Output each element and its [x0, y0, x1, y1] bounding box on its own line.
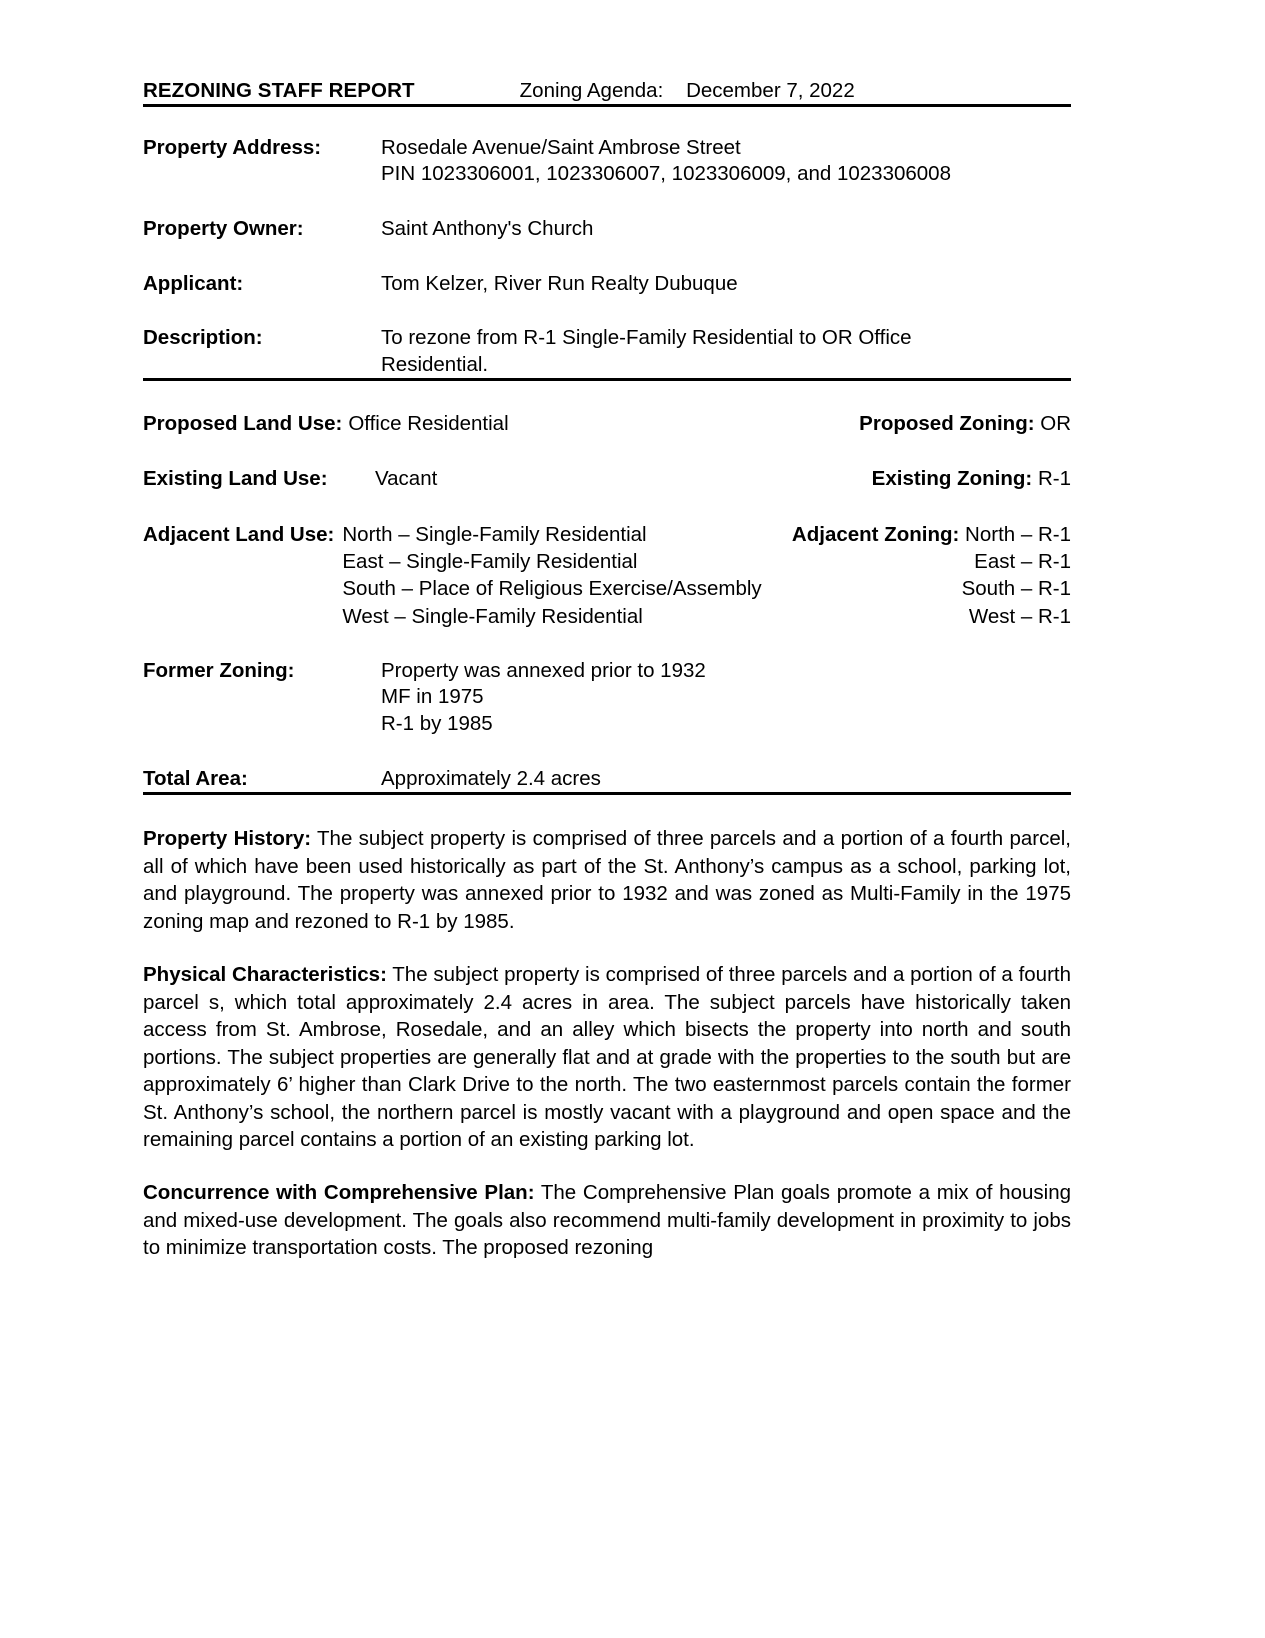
row-existing: [143, 466, 1071, 493]
label-colon: :: [320, 467, 328, 491]
field-label-colon: :: [255, 326, 263, 350]
adjacent-zoning-label: [792, 523, 959, 546]
document-header: [143, 78, 1071, 104]
field-value-line: Approximately 2.4 acres: [381, 766, 601, 790]
existing-zoning: [872, 466, 1071, 493]
field-label-colon: :: [236, 271, 244, 295]
field-value-line: Residential.: [381, 352, 489, 376]
summary-fields: [143, 135, 1071, 379]
zoning-divider: [143, 792, 1071, 795]
summary-divider: [143, 378, 1071, 381]
field-label: [143, 135, 381, 162]
label-colon: :: [1027, 412, 1035, 436]
paragraph-body: The subject property is comprised of three parcels and a portion of a fourth parcel, all of which have been used historically as part of the St. Anthony’s campus as a school, parking lot, and playground. The property was annexed prior to 1932 and was zoned as Multi-Family in the 1975 zoning map and rezoned to R-1 by 1985.: [143, 827, 1071, 933]
field-label-colon: :: [296, 216, 304, 240]
adjacent-land-use-list: [342, 521, 761, 630]
field-applicant: [143, 271, 1071, 298]
field-value: [381, 325, 1071, 378]
field-value-line: PIN 1023306001, 1023306007, 1023306009, and 1023306008: [381, 162, 951, 186]
field-label: [143, 325, 381, 352]
proposed-land-use-value: Office Residential: [348, 412, 509, 436]
field-label-text: Description: [143, 326, 256, 350]
label-colon: :: [952, 522, 960, 546]
adjacent-land-use-item: South – Place of Religious Exercise/Assembly: [342, 577, 762, 601]
field-label: [143, 216, 381, 243]
proposed-zoning-value: OR: [1040, 412, 1071, 436]
row-adjacent: [143, 521, 1071, 630]
existing-land-use-label: [143, 466, 375, 493]
paragraph-lead-text: Property History: [143, 827, 305, 851]
header-divider: [143, 104, 1071, 107]
label-text: Existing Land Use: [143, 467, 321, 491]
paragraph-lead-colon: :: [380, 963, 387, 987]
adjacent-zoning-item: West – R-1: [968, 604, 1071, 628]
field-label-colon: :: [287, 658, 295, 682]
label-colon: :: [327, 522, 335, 546]
field-label-colon: :: [240, 766, 248, 790]
zoning-agenda-date: December 7, 2022: [686, 79, 855, 102]
field-former-zoning: [143, 658, 1071, 738]
adjacent-land-use-item: North – Single-Family Residential: [342, 522, 647, 546]
field-value: [381, 271, 1071, 298]
field-value-line: Property was annexed prior to 1932: [381, 658, 706, 682]
field-label-text: Applicant: [143, 271, 237, 295]
field-label-colon: :: [314, 135, 322, 159]
proposed-land-use-label: [143, 411, 342, 438]
adjacent-zoning: [792, 521, 1071, 630]
paragraph-comprehensive-plan: [143, 1179, 1071, 1261]
paragraph-lead-colon: :: [304, 827, 312, 851]
zoning-agenda: [520, 78, 855, 104]
field-value: [381, 766, 1071, 793]
adjacent-land-use-item: West – Single-Family Residential: [342, 604, 643, 628]
field-label: [143, 271, 381, 298]
label-text: Adjacent Zoning: [791, 522, 953, 546]
field-label: [143, 766, 381, 793]
paragraph-lead: [143, 827, 311, 850]
adjacent-zoning-item: North – R-1: [965, 522, 1071, 546]
field-description: [143, 325, 1071, 378]
adjacent-zoning-first-line: [792, 521, 1071, 548]
proposed-zoning-label: [859, 412, 1034, 435]
field-value-line: To rezone from R-1 Single-Family Residential to OR Office: [381, 326, 912, 350]
field-label-text: Total Area: [143, 766, 241, 790]
field-label-text: Property Address: [143, 135, 315, 159]
label-text: Existing Zoning: [871, 467, 1026, 491]
paragraph-body: The subject property is comprised of three parcels and a portion of a fourth parcel s, which total approximately 2.4 acres in area. The subject parcels have historically taken access from St. Ambrose, Rosedale, and an alley which bisects the property into north and south portions. The subject properties are generally flat and at grade with the properties to the south but are approximately 6’ higher than Clark Drive to the north. The two easternmost parcels contain the former St. Anthony’s school, the northern parcel is mostly vacant with a playground and open space and the remaining parcel contains a portion of an existing parking lot.: [143, 963, 1071, 1151]
field-value-line: MF in 1975: [381, 685, 484, 709]
field-value: [381, 658, 1071, 738]
paragraph-property-history: [143, 825, 1071, 935]
existing-zoning-label: [872, 467, 1033, 490]
zoning-block: [143, 411, 1071, 792]
label-text: Adjacent Land Use: [143, 522, 328, 546]
paragraph-lead: [143, 963, 387, 986]
adjacent-land-use: [143, 521, 762, 630]
document-content: [143, 78, 1071, 1262]
narrative-section: [143, 825, 1071, 1262]
adjacent-land-use-label: [143, 521, 334, 548]
field-value: [381, 135, 1071, 188]
adjacent-zoning-item: East – R-1: [974, 550, 1071, 573]
field-property-address: [143, 135, 1071, 188]
field-value-line: Tom Kelzer, River Run Realty Dubuque: [381, 271, 738, 295]
field-value-line: R-1 by 1985: [381, 712, 493, 736]
label-colon: :: [335, 412, 343, 436]
field-value: [381, 216, 1071, 243]
paragraph-body: The Comprehensive Plan goals promote a mix of housing and mixed-use development. The goals also recommend multi-family development in proximity to jobs to minimize transportation costs. The proposed rezoning: [143, 1181, 1071, 1260]
label-text: Proposed Zoning: [859, 412, 1028, 436]
paragraph-lead-text: Concurrence with Comprehensive Plan:: [143, 1181, 535, 1205]
label-colon: :: [1025, 467, 1033, 491]
proposed-land-use: [143, 411, 509, 438]
paragraph-physical-characteristics: [143, 961, 1071, 1153]
field-label: [143, 658, 381, 685]
field-total-area: [143, 766, 1071, 793]
field-label-text: Property Owner: [143, 216, 297, 240]
field-label-text: Former Zoning: [143, 658, 288, 682]
adjacent-zoning-item: South – R-1: [961, 577, 1071, 601]
existing-land-use: [143, 466, 437, 493]
proposed-zoning: [859, 411, 1071, 438]
field-property-owner: [143, 216, 1071, 243]
field-value-line: Rosedale Avenue/Saint Ambrose Street: [381, 135, 741, 159]
paragraph-lead-text: Physical Characteristics: [143, 963, 381, 987]
label-text: Proposed Land Use: [143, 412, 336, 436]
row-proposed: [143, 411, 1071, 438]
field-value-line: Saint Anthony's Church: [381, 216, 594, 240]
existing-zoning-value: R-1: [1037, 467, 1071, 491]
adjacent-land-use-item: East – Single-Family Residential: [342, 550, 638, 573]
zoning-agenda-label: Zoning Agenda:: [519, 79, 664, 102]
page-title: REZONING STAFF REPORT: [143, 79, 415, 102]
existing-land-use-value: Vacant: [375, 467, 438, 491]
paragraph-lead: [143, 1181, 535, 1204]
